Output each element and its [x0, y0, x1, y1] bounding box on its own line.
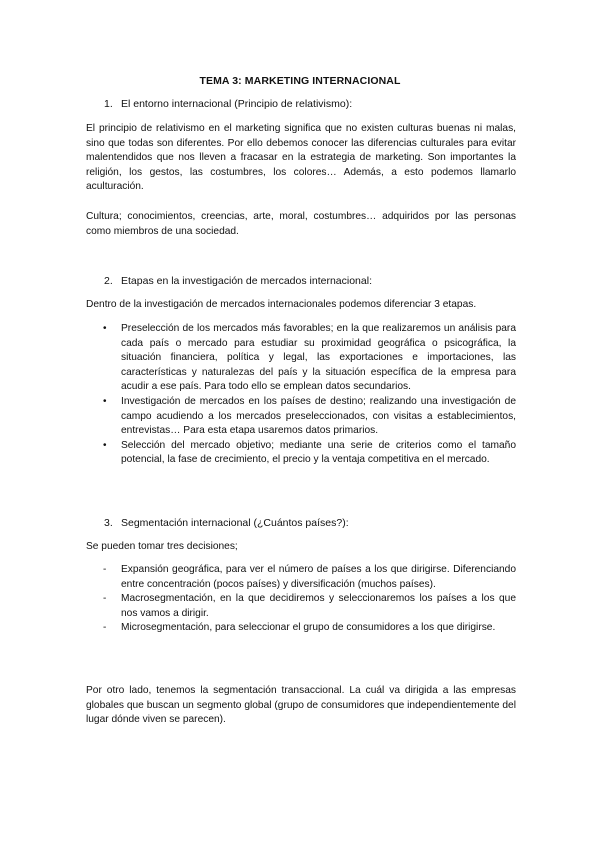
list-item	[86, 395, 516, 439]
section-1-number: 1.	[104, 98, 113, 110]
section-2-bullet-list	[86, 322, 516, 468]
bullet-mark: •	[103, 323, 107, 334]
list-item	[86, 563, 516, 592]
section-3-intro: Se pueden tomar tres decisiones;	[86, 541, 238, 552]
section-2-heading	[104, 274, 372, 288]
list-item	[86, 322, 516, 395]
bullet-text: Selección del mercado objetivo; mediante una serie de criterios como el tamaño potencial, la fase de crecimiento, el precio y la ventaja competitiva en el mercado.	[121, 439, 516, 466]
bullet-text: Investigación de mercados en los países de destino; realizando una investigación de campo acudiendo a los mercados preseleccionados, con visitas a establecimientos, entrevistas… Para esta etapa usaremos datos primarios.	[121, 395, 516, 437]
dash-mark: -	[103, 564, 107, 575]
section-3-dash-list	[86, 563, 516, 636]
dash-text: Microsegmentación, para seleccionar el grupo de consumidores a los que dirigirse.	[121, 622, 496, 634]
list-item	[86, 621, 516, 636]
bullet-mark: •	[103, 395, 107, 407]
list-item	[86, 592, 516, 621]
section-3-closing: Por otro lado, tenemos la segmentación transaccional. La cuál va dirigida a las empresas globales que buscan un segmento global (grupo de consumidores que independientemente del lugar dónde viven se parecen).	[86, 685, 516, 726]
section-1-paragraph-1: El principio de relativismo en el marketing significa que no existen culturas buenas ni malas, sino que todas son diferentes. Por ello debemos conocer las diferencias culturales para evitar malentendidos que nos lleven a fracasar en la estrategia de marketing. Son importantes la religión, los gestos, las costumbres, los colores… Además, a esto podemos llamarlo aculturación.	[86, 123, 516, 193]
section-1-heading	[104, 97, 352, 111]
section-2-intro: Dentro de la investigación de mercados internacionales podemos diferenciar 3 etapas.	[86, 299, 477, 310]
dash-mark: -	[103, 593, 107, 605]
bullet-mark: •	[103, 439, 107, 451]
section-2-title: Etapas en la investigación de mercados internacional:	[121, 275, 372, 287]
section-2-number: 2.	[104, 275, 113, 287]
section-3-title: Segmentación internacional (¿Cuántos países?):	[121, 517, 349, 529]
section-3-number: 3.	[104, 517, 113, 529]
dash-text: Expansión geográfica, para ver el número de países a los que dirigirse. Diferenciando entre concentración (pocos países) y diversificación (muchos países).	[121, 564, 516, 590]
page-title: TEMA 3: MARKETING INTERNACIONAL	[199, 75, 401, 87]
list-item	[86, 439, 516, 468]
dash-text: Macrosegmentación, en la que decidiremos y seleccionaremos los países a los que nos vamos a dirigir.	[121, 593, 516, 619]
section-1-paragraph-2: Cultura; conocimientos, creencias, arte, moral, costumbres… adquiridos por las personas como miembros de una sociedad.	[86, 211, 516, 237]
section-3-heading	[104, 516, 349, 530]
bullet-text: Preselección de los mercados más favorables; en la que realizaremos un análisis para cada país o mercado para estudiar su proximidad geográfica o psicográfica, la situación financiera, política y legal, las exportaciones e importaciones, las características y naturalezas del país y la situación específica de la empresa para acudir a ese país. Para todo ello se emplean datos secundarios.	[121, 323, 516, 393]
dash-mark: -	[103, 622, 107, 634]
section-1-title: El entorno internacional (Principio de relativismo):	[121, 98, 353, 110]
